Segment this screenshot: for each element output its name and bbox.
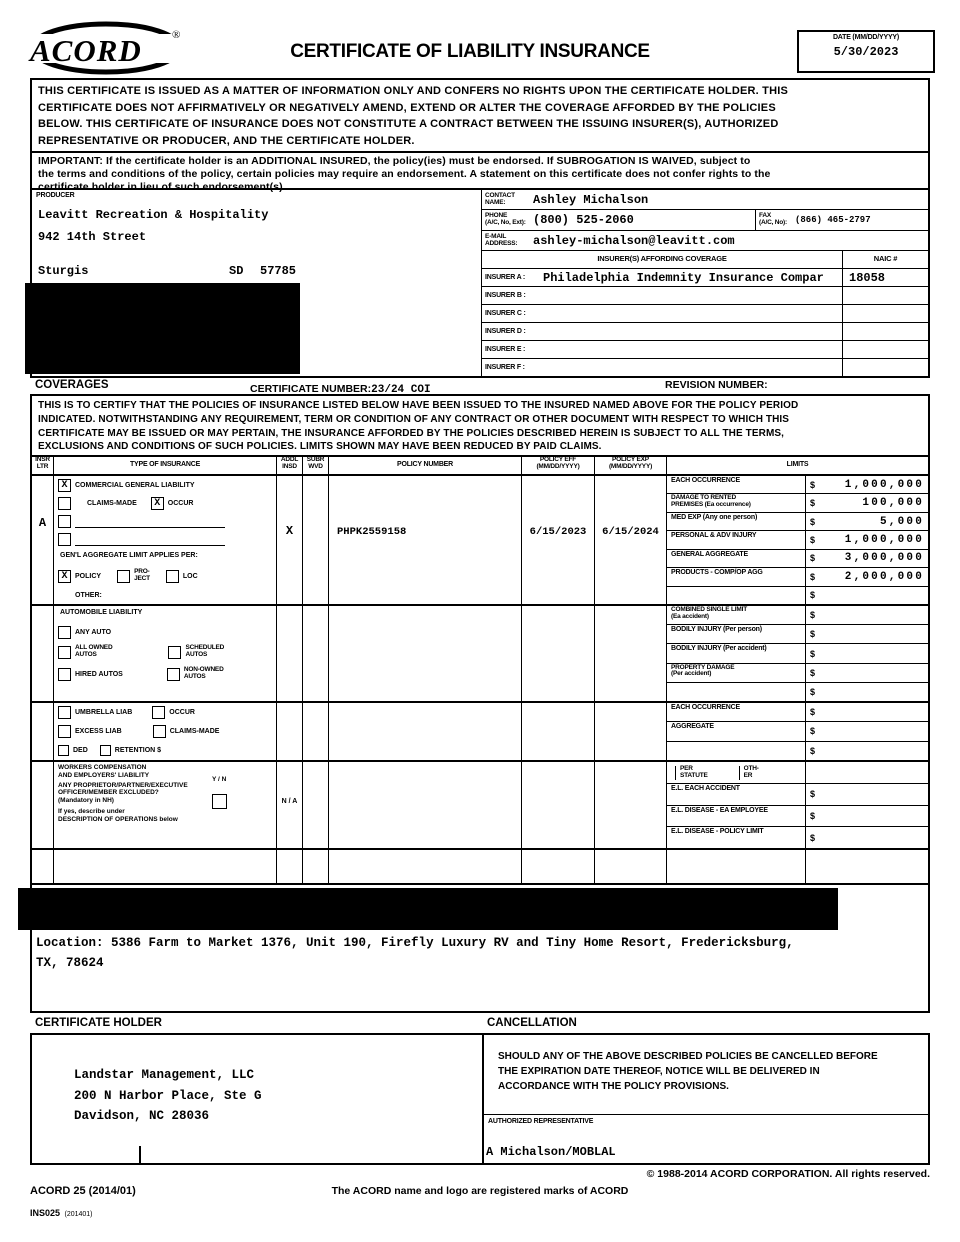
limit-row: PROPERTY DAMAGE (Per accident) $ [667,664,928,683]
cancellation-title: CANCELLATION [487,1017,577,1029]
ins-code: INS025 (201401) [30,1208,93,1218]
email-value: ashley-michalson@leavitt.com [533,233,735,248]
scheduled-checkbox [168,646,181,659]
insurer-c-label: INSURER C : [485,309,526,317]
gl-addl-insd-mark: X [285,524,294,538]
auth-rep-divider [484,1114,928,1115]
limit-row: EACH OCCURRENCE $ [667,703,928,722]
per-statute-label: PER STATUTE [680,765,708,779]
trademark-text: The ACORD name and logo are registered marks of ACORD [331,1185,629,1197]
insurer-a-label: INSURER A : [485,273,526,281]
affording-coverage-label: INSURER(S) AFFORDING COVERAGE [482,251,843,268]
limit-row: AGGREGATE $ [667,722,928,741]
page-title: CERTIFICATE OF LIABILITY INSURANCE [290,41,650,62]
gl-blank-line-2 [75,533,225,546]
occur-label: OCCUR [167,499,194,507]
naic-label: NAIC # [873,254,898,263]
information-notice: THIS CERTIFICATE IS ISSUED AS A MATTER OF INFORMATION ONLY AND CONFERS NO RIGHTS UPON THE CERTIFICATE HOLDER. THIS CERTIFICATE DOES NOT AFFIRMATIVELY OR NEGATIVELY AMEND, EXTEND OR ALTER THE COVERAGE AFFORDED BY THE POLICIES BELOW. THIS CERTIFICATE OF INSURANCE DOES NOT CONSTITUTE A CONTRACT BETWEEN THE ISSUING INSURER(S), AUTHORIZED REPRESENTATIVE OR PRODUCER, AND THE CERTIFICATE HOLDER. [32,80,928,153]
claims-made-checkbox [58,497,71,510]
scheduled-label: SCHEDULED AUTOS [185,644,225,658]
cancellation-statement: SHOULD ANY OF THE ABOVE DESCRIBED POLICIES BE CANCELLED BEFORE THE EXPIRATION DATE THEREOF, NOTICE WILL BE DELIVERED IN ACCORDANCE WITH THE POLICY PROVISIONS. [498,1051,878,1092]
form-number: ACORD 25 (2014/01) [30,1185,136,1197]
fax-value: (866) 465-2797 [795,215,871,225]
holder-cancellation-box [30,1033,930,1165]
phone-label: PHONE [485,212,508,220]
limit-amount: 5,000 [879,515,924,528]
non-owned-label: NON-OWNED AUTOS [183,666,224,680]
producer-state: SD [229,264,244,278]
excess-checkbox [58,725,71,738]
insurer-row-d [482,323,928,341]
gl-policy-number: PHPK2559158 [337,526,407,538]
limit-row: DAMAGE TO RENTED PREMISES (Ea occurrence) $ 100,000 [667,494,928,512]
authorized-representative-label: AUTHORIZED REPRESENTATIVE [488,1118,594,1125]
umbrella-claims-made-label: CLAIMS-MADE [169,728,220,735]
insr-ltr-a: A [38,516,47,530]
limit-amount: 2,000,000 [844,570,924,583]
email-label: E-MAIL [485,232,507,240]
limits-header: LIMITS [786,461,809,468]
coverage-table [30,455,930,885]
limit-row: BODILY INJURY (Per accident) $ [667,644,928,663]
non-owned-checkbox [167,668,180,681]
wc-mandatory-label: (Mandatory in NH) [58,797,114,805]
all-owned-label: ALL OWNED AUTOS [75,644,113,658]
wc-excluded-checkbox [212,794,227,809]
certificate-number-label: CERTIFICATE NUMBER: [250,383,372,395]
certificate-holder-cell [32,1035,484,1163]
ded-label: DED [73,747,88,754]
acord-logo-text: ACORD [30,33,142,68]
producer-name: Leavitt Recreation & Hospitality [38,208,269,222]
all-owned-checkbox [58,646,71,659]
policy-checkbox: X [58,570,71,583]
umbrella-claims-made-checkbox [153,725,166,738]
limit-row: E.L. DISEASE - POLICY LIMIT $ [667,827,928,848]
any-auto-checkbox [58,626,71,639]
stray-mark [139,1146,141,1163]
producer-label: PRODUCER [36,192,75,199]
excess-label: EXCESS LIAB [75,728,122,735]
coverages-title: COVERAGES [35,379,109,391]
other-label: OTHER: [75,591,102,599]
umbrella-occur-label: OCCUR [169,709,195,716]
wc-title: WORKERS COMPENSATION [58,764,147,771]
location-text: Location: 5386 Farm to Market 1376, Unit 190, Firefly Luxury RV and Tiny Home Resort, Fredericksburg, TX, 78624 [36,936,794,970]
limit-row: EACH OCCURRENCE $ 1,000,000 [667,476,928,494]
notice-section [30,78,930,194]
limit-row: BODILY INJURY (Per person) $ [667,625,928,644]
automobile-liability-block [32,606,928,703]
insurer-e-label: INSURER E : [485,345,526,353]
email-row: E-MAIL ADDRESS: ashley-michalson@leavitt.com [482,231,928,251]
acord-logo [28,20,188,76]
insurer-f-label: INSURER F : [485,363,525,371]
hired-autos-label: HIRED AUTOS [75,670,123,678]
any-auto-label: ANY AUTO [75,629,112,636]
certificate-holder-title: CERTIFICATE HOLDER [35,1017,162,1029]
registered-mark-icon: ® [172,29,181,41]
per-statute-divider [675,766,677,780]
limit-amount: 1,000,000 [844,478,924,491]
insurer-a-name: Philadelphia Indemnity Insurance Compar [543,270,824,285]
umbrella-occur-checkbox [152,706,165,719]
wc-yn-label: Y / N [212,776,227,783]
affording-header-row [482,251,928,269]
gl-blank-checkbox-1 [58,515,71,528]
cgl-checkbox: X [58,479,71,492]
general-liability-block [32,476,928,606]
redaction-box-insured [25,283,300,374]
limit-amount: 3,000,000 [844,552,924,565]
cancellation-cell [484,1035,928,1163]
workers-comp-block: WORKERS COMPENSATION AND EMPLOYERS' LIABILITY Y / N ANY PROPRIETOR/PARTNER/EXECUTIVE OFFICER/MEMBER EXCLUDED? (Mandatory in NH) If yes, describe under DESCRIPTION OF OPERATIONS below N / A PER STATUTE OTH- ER E.L. EACH ACCIDENT $ E.L. DISEASE - EA EMPLOYEE $ E.L. DISEASE - POLICY LIMIT $ [32,762,928,850]
contact-name-label: CONTACT [485,191,515,199]
cgl-label: COMMERCIAL GENERAL LIABILITY [75,481,195,489]
revision-number-label: REVISION NUMBER: [665,379,768,391]
other-er-label: OTH- ER [743,765,759,779]
occur-checkbox: X [151,497,164,510]
important-notice: IMPORTANT: If the certificate holder is an ADDITIONAL INSURED, the policy(ies) must be endorsed. If SUBROGATION IS WAIVED, subject to the terms and conditions of the policy, certain policies may require an endorsement. A statement on this certificate does not confer rights to the certificate holder in lieu of such endorsement(s). [38,155,771,194]
auto-title: AUTOMOBILE LIABILITY [60,609,143,616]
insurer-row-f [482,359,928,376]
phone-fax-row: PHONE (A/C, No, Ext): (800) 525-2060 FAX (A/C, No): (866) 465-2797 [482,210,928,231]
oth-er-divider [739,766,741,780]
loc-label: LOC [182,572,198,580]
retention-checkbox [100,745,111,756]
project-label: PRO- JECT [134,568,150,582]
producer-street: 942 14th Street [38,230,147,244]
contact-insurer-cell [482,190,928,376]
claims-made-label: CLAIMS-MADE [87,499,137,507]
insurer-b-label: INSURER B : [485,291,526,299]
producer-zip: 57785 [260,264,297,278]
per-statute-row [667,762,928,784]
wc-exclusion-question: ANY PROPRIETOR/PARTNER/EXECUTIVE [58,781,188,789]
umbrella-checkbox [58,706,71,719]
insurer-rows [482,269,928,376]
coverage-table-header: INSR LTR TYPE OF INSURANCE ADDL INSD SUBR WVD POLICY NUMBER POLICY EFF (MM/DD/YYYY) POLICY EXP (MM/DD/YYYY) LIMITS [32,457,928,476]
certificate-number: CERTIFICATE NUMBER:23/24 COI [250,383,431,396]
project-checkbox [117,570,130,583]
wc-na-value: N / A [281,798,298,805]
certify-statement: THIS IS TO CERTIFY THAT THE POLICIES OF INSURANCE LISTED BELOW HAVE BEEN ISSUED TO THE INSURED NAMED ABOVE FOR THE POLICY PERIOD INDICATED. NOTWITHSTANDING ANY REQUIREMENT, TERM OR CONDITION OF ANY CONTRACT OR OTHER DOCUMENT WITH RESPECT TO WHICH THIS CERTIFICATE MAY BE ISSUED OR MAY PERTAIN, THE INSURANCE AFFORDED BY THE POLICIES DESCRIBED HEREIN IS SUBJECT TO ALL THE TERMS, EXCLUSIONS AND CONDITIONS OF SUCH POLICIES. LIMITS SHOWN MAY HAVE BEEN REDUCED BY PAID CLAIMS. [30,394,930,455]
limit-row: PERSONAL & ADV INJURY $ 1,000,000 [667,531,928,549]
policy-label: POLICY [75,572,102,580]
gl-aggregate-label: GEN'L AGGREGATE LIMIT APPLIES PER: [60,552,198,559]
producer-city: Sturgis [38,264,89,278]
date-box [797,30,935,73]
limit-amount: 1,000,000 [844,533,924,546]
date-value: 5/30/2023 [833,45,899,60]
insurer-a-naic: 18058 [849,270,886,285]
limit-row: E.L. EACH ACCIDENT $ [667,784,928,806]
limit-row: E.L. DISEASE - EA EMPLOYEE $ [667,806,928,828]
wc-describe-label: If yes, describe under [58,807,125,815]
limit-row: COMBINED SINGLE LIMIT (Ea accident) $ [667,606,928,625]
type-of-insurance-header: TYPE OF INSURANCE [54,457,277,474]
empty-coverage-row [32,850,928,883]
holder-address: Landstar Management, LLC 200 N Harbor Place, Ste G Davidson, NC 28036 [74,1068,262,1124]
contact-name-row: CONTACT NAME: Ashley Michalson [482,190,928,210]
gl-blank-checkbox-2 [58,533,71,546]
policy-number-header: POLICY NUMBER [329,457,522,474]
contact-name-value: Ashley Michalson [533,192,649,207]
retention-label: RETENTION $ [114,747,162,754]
gl-blank-line-1 [75,515,225,528]
signature-text: A Michalson/MOBLAL [486,1145,616,1159]
ded-checkbox [58,745,69,756]
loc-checkbox [166,570,179,583]
insurer-row-e [482,341,928,359]
insurer-row-b [482,287,928,305]
limit-amount: 100,000 [862,497,924,510]
umbrella-label: UMBRELLA LIAB [75,709,133,716]
acord-logo-swoosh-icon [28,20,188,76]
copyright-text: © 1988-2014 ACORD CORPORATION. All rights reserved. [646,1168,930,1180]
gl-exp-date: 6/15/2024 [602,526,659,538]
limit-row: $ [667,742,928,760]
phone-value: (800) 525-2060 [533,213,634,227]
limit-row: MED EXP (Any one person) $ 5,000 [667,513,928,531]
redaction-box-description [18,888,838,930]
gl-eff-date: 6/15/2023 [529,526,587,538]
insurer-row-a [482,269,928,287]
limit-row: PRODUCTS - COMP/OP AGG $ 2,000,000 [667,568,928,586]
date-label: DATE (MM/DD/YYYY) [832,34,900,41]
hired-autos-checkbox [58,668,71,681]
insurer-d-label: INSURER D : [485,327,526,335]
limit-row: GENERAL AGGREGATE $ 3,000,000 [667,550,928,568]
umbrella-block [32,703,928,762]
fax-label: FAX [759,212,772,220]
limit-row: $ [667,587,928,604]
insurer-row-c [482,305,928,323]
limit-row: $ [667,683,928,701]
